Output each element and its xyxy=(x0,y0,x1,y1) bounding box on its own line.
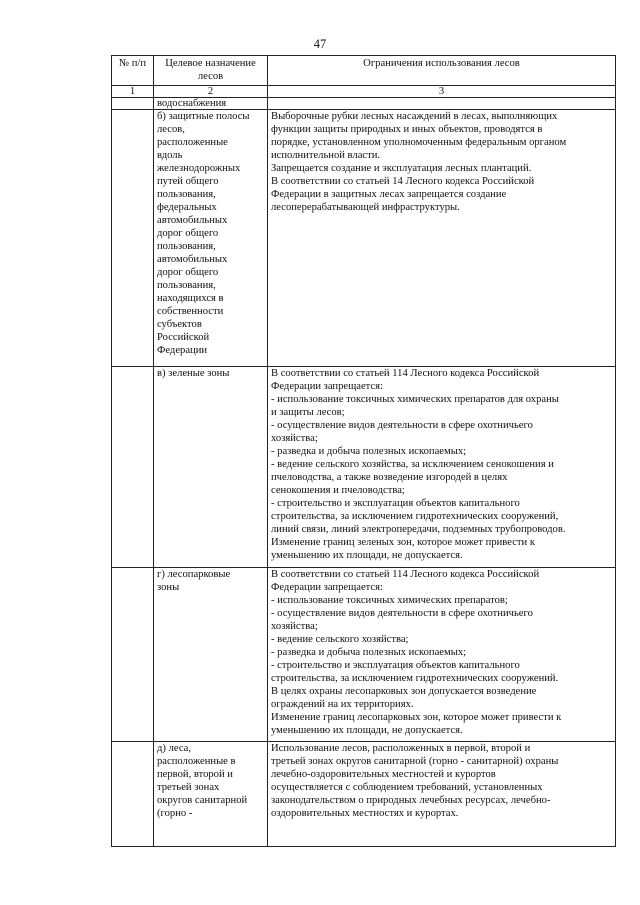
restriction-text-line: функции защиты природных и иных объектов, проводятся в xyxy=(271,124,543,135)
restriction-text-line: В соответствии со статьей 114 Лесного кодекса Российской xyxy=(271,569,540,580)
row-number-cell xyxy=(112,98,154,110)
purpose-cell xyxy=(154,98,268,110)
purpose-text-line: собственности xyxy=(157,306,224,317)
purpose-text-line: Федерации xyxy=(157,345,208,356)
restrictions-cell xyxy=(268,742,616,847)
purpose-text-line: вдоль xyxy=(157,150,183,161)
purpose-text-line: железнодорожных xyxy=(157,163,241,174)
purpose-text-line: округов санитарной xyxy=(157,795,248,806)
table-row xyxy=(112,367,616,568)
row-number-cell xyxy=(112,742,154,847)
purpose-text-line: пользования, xyxy=(157,280,216,291)
restriction-text-line: - использование токсичных химических препаратов; xyxy=(271,595,508,606)
header-restrictions: Ограничения использования лесов xyxy=(268,56,616,86)
restriction-text-line: - разведка и добыча полезных ископаемых; xyxy=(271,647,467,658)
restriction-text-line: - осуществление видов деятельности в сфере охотничьего xyxy=(271,608,533,619)
purpose-text-line: д) леса, xyxy=(157,743,192,754)
restrictions-cell xyxy=(268,367,616,568)
restriction-text-line: хозяйства; xyxy=(271,433,318,444)
table-row xyxy=(112,98,616,110)
restriction-text-line: ограждений на их территориях. xyxy=(271,699,414,710)
purpose-cell xyxy=(154,110,268,367)
row-number-cell xyxy=(112,367,154,568)
restriction-text-line: законодательством о природных лечебных ресурсах, лечебно- xyxy=(271,795,551,806)
restriction-text-line: уменьшению их площади, не допускается. xyxy=(271,550,463,561)
restriction-text-line: В соответствии со статьей 14 Лесного кодекса Российской xyxy=(271,176,535,187)
restrictions-cell xyxy=(268,98,616,110)
purpose-text-line: находящихся в xyxy=(157,293,224,304)
restriction-text-line: строительства, за исключением гидротехнических сооружений, xyxy=(271,511,559,522)
restriction-text-line: - осуществление видов деятельности в сфере охотничьего xyxy=(271,420,533,431)
restriction-text-line: осуществляется с соблюдением требований, установленных xyxy=(271,782,543,793)
restriction-text-line: строительства, за исключением гидротехнических сооружений. xyxy=(271,673,559,684)
restriction-text-line: третьей зонах округов санитарной (горно - санитарной) охраны xyxy=(271,756,559,767)
purpose-text-line: расположенные в xyxy=(157,756,236,767)
purpose-text-line: федеральных xyxy=(157,202,217,213)
restriction-text-line: линий связи, линий электропередачи, подземных трубопроводов. xyxy=(271,524,566,535)
column-numbers-row xyxy=(112,86,616,98)
column-number: 1 xyxy=(112,86,154,98)
purpose-text-line: в) зеленые зоны xyxy=(157,368,230,379)
purpose-text-line: б) защитные полосы xyxy=(157,111,250,122)
header-purpose xyxy=(154,56,268,86)
purpose-text-line: первой, второй и xyxy=(157,769,233,780)
restriction-text-line: сенокошения и пчеловодства; xyxy=(271,485,405,496)
table-row xyxy=(112,742,616,847)
restriction-text-line: порядке, установленном уполномоченным федеральным органом xyxy=(271,137,567,148)
restriction-text-line: - ведение сельского хозяйства; xyxy=(271,634,409,645)
restriction-text-line: хозяйства; xyxy=(271,621,318,632)
restrictions-cell xyxy=(268,568,616,742)
purpose-text-line: третьей зонах xyxy=(157,782,220,793)
purpose-text-line: зоны xyxy=(157,582,180,593)
restriction-text-line: и защиты лесов; xyxy=(271,407,345,418)
header-purpose-line: Целевое назначение xyxy=(165,58,256,69)
forest-restrictions-table xyxy=(111,55,616,847)
purpose-cell xyxy=(154,367,268,568)
restriction-text-line: - строительство и эксплуатация объектов капитального xyxy=(271,660,520,671)
restriction-text-line: лесоперерабатывающей инфраструктуры. xyxy=(271,202,460,213)
purpose-text-line: пользования, xyxy=(157,189,216,200)
restriction-text-line: лечебно-оздоровительных местностей и курортов xyxy=(271,769,496,780)
table-header-row xyxy=(112,56,616,86)
purpose-text-line: водоснабжения xyxy=(157,98,227,109)
restriction-text-line: Изменение границ зеленых зон, которое может привести к xyxy=(271,537,536,548)
purpose-text-line: лесов, xyxy=(157,124,185,135)
purpose-text-line: субъектов xyxy=(157,319,202,330)
restriction-text-line: Федерации в защитных лесах запрещается создание xyxy=(271,189,507,200)
restriction-text-line: В соответствии со статьей 114 Лесного кодекса Российской xyxy=(271,368,540,379)
restriction-text-line: Использование лесов, расположенных в первой, второй и xyxy=(271,743,531,754)
restriction-text-line: - использование токсичных химических препаратов для охраны xyxy=(271,394,559,405)
purpose-text-line: г) лесопарковые xyxy=(157,569,231,580)
column-number: 2 xyxy=(154,86,268,98)
purpose-text-line: автомобильных xyxy=(157,254,228,265)
restriction-text-line: Федерации запрещается: xyxy=(271,381,383,392)
purpose-text-line: (горно - xyxy=(157,808,193,819)
restriction-text-line: - разведка и добыча полезных ископаемых; xyxy=(271,446,467,457)
page-number: 47 xyxy=(313,37,327,51)
restriction-text-line: уменьшению их площади, не допускается. xyxy=(271,725,463,736)
table-row xyxy=(112,110,616,367)
restriction-text-line: - ведение сельского хозяйства, за исключением сенокошения и xyxy=(271,459,554,470)
row-number-cell xyxy=(112,568,154,742)
restriction-text-line: Изменение границ лесопарковых зон, которое может привести к xyxy=(271,712,562,723)
restriction-text-line: В целях охраны лесопарковых зон допускается возведение xyxy=(271,686,537,697)
purpose-text-line: путей общего xyxy=(157,176,219,187)
restriction-text-line: исполнительной власти. xyxy=(271,150,381,161)
restriction-text-line: Федерации запрещается: xyxy=(271,582,383,593)
header-purpose-line: лесов xyxy=(197,71,224,82)
purpose-text-line: автомобильных xyxy=(157,215,228,226)
restriction-text-line: - строительство и эксплуатация объектов капитального xyxy=(271,498,520,509)
purpose-text-line: пользования, xyxy=(157,241,216,252)
table-row xyxy=(112,568,616,742)
purpose-text-line: расположенные xyxy=(157,137,228,148)
restriction-text-line: оздоровительных местностях и курортах. xyxy=(271,808,459,819)
column-number: 3 xyxy=(268,86,616,98)
purpose-text-line: дорог общего xyxy=(157,228,219,239)
header-number: № п/п xyxy=(112,56,154,86)
restrictions-cell xyxy=(268,110,616,367)
purpose-text-line: дорог общего xyxy=(157,267,219,278)
restriction-text-line: Запрещается создание и эксплуатация лесных плантаций. xyxy=(271,163,532,174)
purpose-cell xyxy=(154,742,268,847)
row-number-cell xyxy=(112,110,154,367)
restriction-text-line: Выборочные рубки лесных насаждений в лесах, выполняющих xyxy=(271,111,558,122)
restriction-text-line: пчеловодства, а также возведение изгородей в целях xyxy=(271,472,508,483)
purpose-text-line: Российской xyxy=(157,332,210,343)
purpose-cell xyxy=(154,568,268,742)
